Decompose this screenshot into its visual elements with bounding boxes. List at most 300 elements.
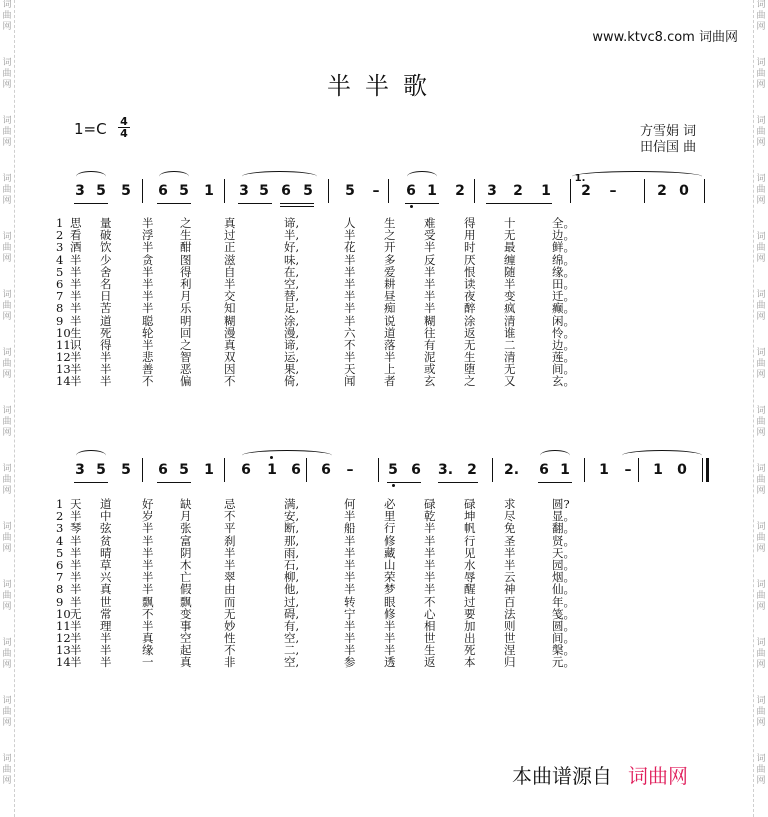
verse-number: 8 <box>56 301 64 316</box>
note-4: 5 <box>179 462 189 478</box>
lyric-char: 痴 <box>384 301 396 316</box>
lyric-char: 神 <box>504 582 516 597</box>
lyric-char: 闲。 <box>552 313 575 328</box>
watermark-char: 曲 <box>2 765 12 775</box>
verse-number: 10 <box>56 606 71 621</box>
lyric-char: 刹 <box>224 533 236 548</box>
watermark-char: 网 <box>2 80 12 90</box>
lyric-char: 乾 <box>424 509 436 524</box>
lyric-char: 过 <box>464 594 476 609</box>
watermark-char: 网 <box>2 660 12 670</box>
lyric-char: 谛, <box>284 216 300 230</box>
watermark-char: 曲 <box>756 185 766 195</box>
lyric-char: 缘 <box>142 643 154 658</box>
lyric-char: 园。 <box>552 557 575 572</box>
lyric-char: 半 <box>142 276 154 291</box>
lyric-char: 乐 <box>180 301 192 316</box>
lyric-char: 半 <box>384 350 396 365</box>
note-18: 1 <box>599 462 609 478</box>
lyric-char: 雨, <box>284 545 300 560</box>
lyric-char: 爱 <box>384 264 396 279</box>
note-13: 3. <box>438 462 454 478</box>
watermark-char: 曲 <box>2 417 12 427</box>
underline <box>405 203 439 204</box>
lyric-char: 水 <box>464 557 476 572</box>
lyric-char: 半 <box>142 337 154 352</box>
lyric-char: 修 <box>384 533 396 548</box>
lyric-char: 漫, <box>284 325 300 340</box>
lyric-char: 莲。 <box>552 350 575 365</box>
verse-number: 12 <box>56 350 71 365</box>
verse-number: 12 <box>56 631 71 646</box>
lyric-char: 聪 <box>142 313 154 328</box>
lyric-char: 他, <box>284 582 300 597</box>
lyric-char: 荣 <box>384 570 396 585</box>
lyric-char: 清 <box>504 313 516 328</box>
lyric-char: 轮 <box>142 325 154 340</box>
watermark-char: 网 <box>2 138 12 148</box>
lyric-char: 半 <box>70 289 82 304</box>
note-1: 5 <box>96 183 106 199</box>
lyric-char: 偏 <box>180 374 192 389</box>
lyric-char: 半 <box>344 252 356 267</box>
watermark-char: 词 <box>2 116 12 126</box>
lyric-char: 碌 <box>424 497 436 511</box>
lyric-char: 半 <box>424 289 436 304</box>
watermark-char: 网 <box>756 602 766 612</box>
lyric-char: 半 <box>70 545 82 560</box>
lyric-char: 半 <box>70 509 82 524</box>
watermark-char: 曲 <box>2 185 12 195</box>
lyric-line <box>56 241 656 253</box>
watermark-char: 网 <box>756 80 766 90</box>
lyric-char: 元。 <box>552 655 575 670</box>
watermark-char: 词 <box>2 406 12 416</box>
slur <box>76 450 106 461</box>
lyric-char: 癫。 <box>552 301 575 316</box>
lyric-char: 尽 <box>504 509 516 524</box>
lyricist-credit: 方雪娟 词 <box>640 124 697 139</box>
lyric-char: 半 <box>142 216 154 230</box>
lyric-char: 有 <box>424 337 436 352</box>
lyric-char: 半 <box>70 643 82 658</box>
lyric-char: 半 <box>70 374 82 389</box>
watermark-char: 词 <box>2 232 12 242</box>
lyric-char: 明 <box>180 313 192 328</box>
lyric-line <box>56 656 656 668</box>
lyric-char: 涂, <box>284 313 300 328</box>
lyric-char: 半 <box>424 557 436 572</box>
note-7: 1 <box>267 462 277 478</box>
lyric-char: 浮 <box>142 228 154 243</box>
meter-top: 4 <box>120 115 128 128</box>
lyric-char: 亡 <box>180 570 192 585</box>
watermark-char: 词 <box>756 58 766 68</box>
bar-line <box>704 179 705 203</box>
lyric-char: 坤 <box>464 509 476 524</box>
lyric-char: 不 <box>224 509 236 524</box>
lyric-char: 道 <box>384 325 396 340</box>
lyric-char: 转 <box>344 594 356 609</box>
lyric-char: 足, <box>284 301 300 316</box>
lyric-char: 说 <box>384 313 396 328</box>
verse-number: 5 <box>56 264 64 279</box>
watermark-char: 曲 <box>2 649 12 659</box>
dot <box>392 484 395 487</box>
watermark-char: 网 <box>2 718 12 728</box>
slur <box>572 171 702 182</box>
watermark-char: 曲 <box>756 11 766 21</box>
lyric-char: 回 <box>180 325 192 340</box>
lyric-char: 半, <box>284 228 300 243</box>
verse-number: 4 <box>56 533 64 548</box>
site-header[interactable] <box>592 26 738 45</box>
watermark-char: 词 <box>2 0 12 10</box>
lyric-char: 谁 <box>504 325 516 340</box>
watermark-char: 词 <box>2 580 12 590</box>
note-2: 5 <box>121 183 131 199</box>
lyric-char: 替, <box>284 289 300 304</box>
lyric-char: 年。 <box>552 594 575 609</box>
watermark-char: 网 <box>2 776 12 786</box>
lyric-char: 半 <box>424 276 436 291</box>
lyric-char: 无 <box>504 228 516 243</box>
lyric-char: 张 <box>180 521 192 536</box>
lyric-char: 心 <box>424 606 436 621</box>
final-bar-thin <box>702 458 703 482</box>
bar-line <box>492 458 493 482</box>
watermark-char: 词 <box>756 696 766 706</box>
lyric-char: 圆? <box>552 497 570 511</box>
lyric-char: 行 <box>464 533 476 548</box>
lyric-char: 柳, <box>284 570 300 585</box>
lyric-char: 空, <box>284 276 300 291</box>
lyric-char: 显。 <box>552 509 575 524</box>
note-4: 5 <box>179 183 189 199</box>
footer-brand-link[interactable]: 词曲网 <box>628 764 688 788</box>
lyric-char: 糊 <box>224 313 236 328</box>
slur <box>242 171 317 182</box>
lyric-char: 半 <box>504 545 516 560</box>
lyric-char: 理 <box>100 618 112 633</box>
note-19: – <box>624 462 632 478</box>
lyric-char: 断, <box>284 521 300 536</box>
lyric-char: 何 <box>344 497 356 511</box>
lyric-char: 半 <box>344 228 356 243</box>
note-17: 1 <box>541 183 551 199</box>
lyric-char: 半 <box>70 313 82 328</box>
lyric-char: 受 <box>424 228 436 243</box>
lyric-char: 得 <box>180 264 192 279</box>
lyric-char: 难 <box>424 216 436 230</box>
note-8: 6 <box>281 183 291 199</box>
watermark-char: 词 <box>756 0 766 10</box>
lyric-line <box>56 583 656 595</box>
lyric-char: 饮 <box>100 240 112 255</box>
source-footer[interactable] <box>512 760 688 789</box>
lyric-char: 往 <box>424 325 436 340</box>
bar-line <box>306 458 307 482</box>
note-11: 5 <box>388 462 398 478</box>
lyric-char: 糊 <box>424 313 436 328</box>
lyric-char: 间。 <box>552 631 575 646</box>
watermark-char: 网 <box>756 544 766 554</box>
watermark-char: 网 <box>756 254 766 264</box>
watermark-char: 曲 <box>2 475 12 485</box>
lyric-char: 半 <box>70 557 82 572</box>
lyric-char: 半 <box>344 301 356 316</box>
lyric-char: 清 <box>504 350 516 365</box>
lyric-char: 藏 <box>384 545 396 560</box>
underline <box>74 203 108 204</box>
lyric-char: 半 <box>142 264 154 279</box>
lyric-char: 半 <box>70 594 82 609</box>
lyric-char: 迁。 <box>552 289 575 304</box>
lyric-line <box>56 522 656 534</box>
lyric-char: 间。 <box>552 362 575 377</box>
lyric-char: 求 <box>504 497 516 511</box>
volta-label: 1. <box>574 173 586 184</box>
lyric-char: 烟。 <box>552 570 575 585</box>
lyric-line <box>56 315 656 327</box>
underline <box>486 203 552 204</box>
lyric-char: 飘 <box>180 594 192 609</box>
verse-number: 11 <box>56 337 71 352</box>
right-watermark-strip <box>753 0 768 817</box>
lyric-char: 月 <box>180 509 192 524</box>
bar-line <box>224 458 225 482</box>
slur <box>242 450 332 461</box>
lyric-char: 半 <box>100 643 112 658</box>
verse-number: 2 <box>56 228 64 243</box>
lyric-char: 破 <box>100 228 112 243</box>
lyric-char: 天。 <box>552 545 575 560</box>
lyric-char: 智 <box>180 350 192 365</box>
watermark-char: 曲 <box>756 301 766 311</box>
note-6: 6 <box>241 462 251 478</box>
lyric-char: 事 <box>180 618 192 633</box>
lyric-char: 得 <box>464 216 476 230</box>
lyric-char: 半 <box>344 618 356 633</box>
lyric-char: 半 <box>384 631 396 646</box>
lyric-char: 透 <box>384 655 396 670</box>
lyric-char: 贫 <box>100 533 112 548</box>
lyric-char: 真 <box>180 655 192 670</box>
verse-number: 3 <box>56 521 64 536</box>
lyric-char: 怜。 <box>552 325 575 340</box>
lyric-char: 富 <box>180 533 192 548</box>
bar-line <box>644 179 645 203</box>
note-19: – <box>609 183 617 199</box>
watermark-char: 词 <box>2 290 12 300</box>
watermark-char: 词 <box>2 696 12 706</box>
key-signature: 1=C <box>74 120 107 138</box>
lyric-char: 鲜。 <box>552 240 575 255</box>
notation-system-2 <box>62 456 712 496</box>
watermark-char: 词 <box>756 754 766 764</box>
lyric-char: 倚, <box>284 374 300 389</box>
note-0: 3 <box>75 183 85 199</box>
verse-number: 14 <box>56 655 71 670</box>
underline <box>538 482 572 483</box>
lyric-char: 之 <box>464 374 476 389</box>
lyric-char: 要 <box>464 606 476 621</box>
lyric-char: 兴 <box>100 570 112 585</box>
lyric-char: 好, <box>284 240 300 255</box>
lyric-char: 半 <box>142 570 154 585</box>
lyric-char: 碌 <box>464 497 476 511</box>
lyric-char: 泥 <box>424 350 436 365</box>
lyric-char: 无 <box>464 337 476 352</box>
watermark-char: 词 <box>756 116 766 126</box>
note-15: 2. <box>504 462 520 478</box>
watermark-char: 曲 <box>756 475 766 485</box>
lyric-char: 行 <box>384 521 396 536</box>
bar-line <box>378 458 379 482</box>
watermark-char: 词 <box>2 464 12 474</box>
lyric-char: 全。 <box>552 216 575 230</box>
lyric-char: 涂 <box>464 313 476 328</box>
lyric-char: 不 <box>142 606 154 621</box>
lyric-char: 思 <box>70 216 82 230</box>
lyric-char: 醉 <box>464 301 476 316</box>
lyric-char: 半 <box>70 252 82 267</box>
lyric-char: 加 <box>464 618 476 633</box>
lyric-char: 宁 <box>344 606 356 621</box>
lyric-char: 必 <box>384 497 396 511</box>
bar-line <box>328 179 329 203</box>
lyric-char: 味, <box>284 252 300 267</box>
lyric-char: 半 <box>100 350 112 365</box>
watermark-char: 词 <box>756 348 766 358</box>
lyric-char: 半 <box>424 521 436 536</box>
lyric-char: 参 <box>344 655 356 670</box>
lyric-char: 半 <box>70 264 82 279</box>
lyric-char: 半 <box>384 618 396 633</box>
watermark-char: 曲 <box>756 127 766 137</box>
lyric-char: 空, <box>284 631 300 646</box>
lyric-char: 用 <box>464 228 476 243</box>
lyric-char: 半 <box>344 557 356 572</box>
lyric-char: 交 <box>224 289 236 304</box>
note-15: 3 <box>487 183 497 199</box>
lyric-char: 圆。 <box>552 618 575 633</box>
lyric-char: 厌 <box>464 252 476 267</box>
lyric-char: 忌 <box>224 497 236 511</box>
watermark-char: 曲 <box>756 591 766 601</box>
lyric-char: 真 <box>224 216 236 230</box>
lyric-char: 半 <box>142 557 154 572</box>
lyric-char: 舍 <box>100 264 112 279</box>
note-9: 6 <box>321 462 331 478</box>
site-url[interactable]: www.ktvc8.com <box>592 30 695 45</box>
lyric-char: 过, <box>284 594 300 609</box>
lyric-char: 随 <box>504 264 516 279</box>
verse-number: 13 <box>56 643 71 658</box>
lyric-char: 半 <box>344 643 356 658</box>
lyric-char: 少 <box>100 252 112 267</box>
lyric-char: 恨 <box>464 264 476 279</box>
lyric-char: 十 <box>504 216 516 230</box>
lyric-char: 死 <box>464 643 476 658</box>
lyric-char: 之 <box>180 216 192 230</box>
lyric-char: 好 <box>142 497 154 511</box>
lyric-char: 过 <box>224 228 236 243</box>
watermark-char: 网 <box>2 312 12 322</box>
underline <box>74 482 108 483</box>
lyric-char: 半 <box>344 545 356 560</box>
lyric-char: 里 <box>384 509 396 524</box>
verse-number: 10 <box>56 325 71 340</box>
verse-number: 9 <box>56 594 64 609</box>
lyric-char: 半 <box>70 362 82 377</box>
note-21: 0 <box>677 462 687 478</box>
lyric-char: 疯 <box>504 301 516 316</box>
bar-line <box>638 458 639 482</box>
lyric-char: 半 <box>70 301 82 316</box>
lyric-char: 六 <box>344 325 356 340</box>
lyric-char: 山 <box>384 557 396 572</box>
watermark-char: 曲 <box>2 11 12 21</box>
lyric-char: 知 <box>224 301 236 316</box>
lyric-char: 量 <box>100 216 112 230</box>
lyric-char: 玄 <box>424 374 436 389</box>
watermark-char: 曲 <box>756 707 766 717</box>
watermark-char: 网 <box>2 428 12 438</box>
lyric-char: 利 <box>180 276 192 291</box>
lyric-char: 时 <box>464 240 476 255</box>
lyric-char: 船 <box>344 521 356 536</box>
bar-line <box>142 179 143 203</box>
bar-line <box>224 179 225 203</box>
lyric-char: 悲 <box>142 350 154 365</box>
lyric-char: 半 <box>70 582 82 597</box>
dot <box>270 456 273 459</box>
lyric-char: 琴 <box>70 521 82 536</box>
lyric-char: 生 <box>464 350 476 365</box>
lyric-char: 苦 <box>100 301 112 316</box>
lyric-char: 妙 <box>224 618 236 633</box>
note-16: 2 <box>513 183 523 199</box>
lyric-char: 半 <box>70 655 82 670</box>
lyric-char: 非 <box>224 655 236 670</box>
verse-number: 3 <box>56 240 64 255</box>
lyric-char: 名 <box>100 276 112 291</box>
lyric-char: 半 <box>504 276 516 291</box>
lyric-char: 半 <box>70 570 82 585</box>
lyric-char: 由 <box>224 582 236 597</box>
watermark-char: 曲 <box>2 359 12 369</box>
note-11: – <box>372 183 380 199</box>
watermark-char: 网 <box>2 544 12 554</box>
watermark-char: 网 <box>756 22 766 32</box>
lyric-char: 本 <box>464 655 476 670</box>
note-7: 5 <box>259 183 269 199</box>
bar-line <box>142 458 143 482</box>
watermark-char: 网 <box>756 776 766 786</box>
lyric-char: 弦 <box>100 521 112 536</box>
slur <box>159 171 189 182</box>
note-14: 2 <box>467 462 477 478</box>
watermark-char: 曲 <box>756 417 766 427</box>
watermark-char: 曲 <box>2 127 12 137</box>
lyric-char: 半 <box>344 289 356 304</box>
lyrics-block-2 <box>56 498 656 669</box>
lyric-char: 涅 <box>504 643 516 658</box>
lyric-line <box>56 596 656 608</box>
lyric-char: 半 <box>344 509 356 524</box>
note-0: 3 <box>75 462 85 478</box>
